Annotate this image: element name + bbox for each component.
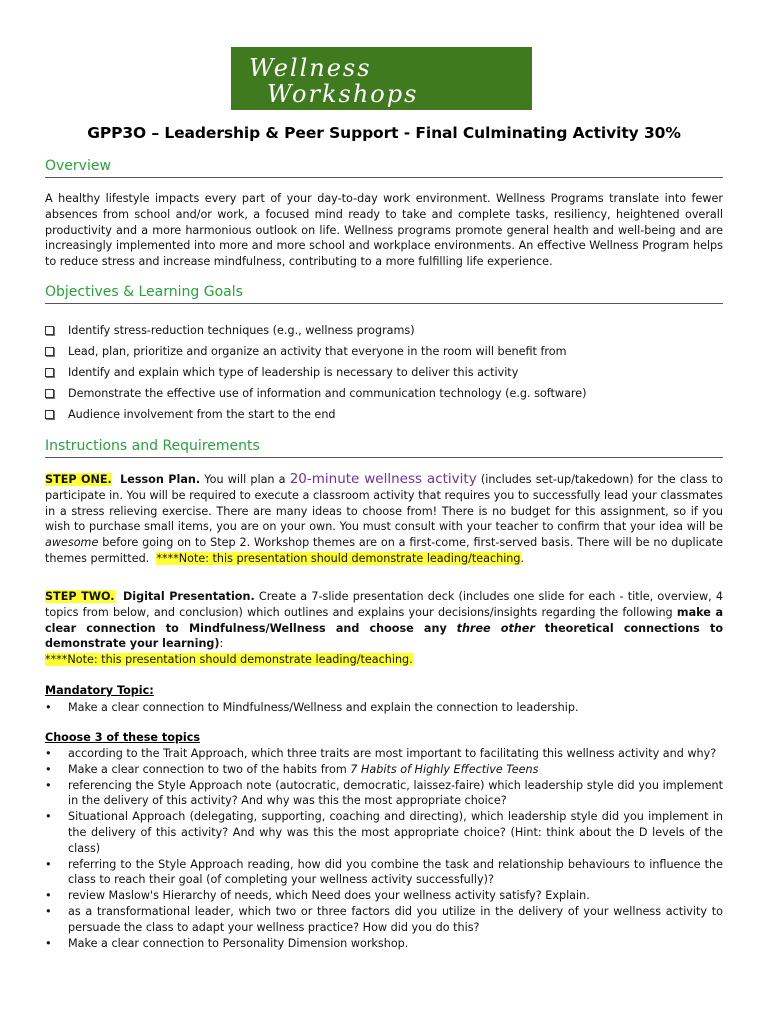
step-two-bold: make a clear connection to Mindfulness/Wellness and choose any xyxy=(45,605,723,635)
step-two-bold-italic: three other xyxy=(456,621,535,635)
instructions-heading: Instructions and Requirements xyxy=(45,438,723,458)
logo-lettering xyxy=(237,50,527,108)
bullet-text: Make a clear connection to Mindfulness/Wellness and explain the connection to leadership. xyxy=(68,701,579,714)
bullet-icon: • xyxy=(45,778,52,792)
objective-text: Identify stress-reduction techniques (e.g., wellness programs) xyxy=(68,324,415,337)
bullet-icon: • xyxy=(45,762,52,776)
list-item xyxy=(45,341,723,362)
checkbox-icon xyxy=(45,368,54,377)
list-item xyxy=(45,362,723,383)
list-item xyxy=(45,383,723,404)
objective-text: Lead, plan, prioritize and organize an activity that everyone in the room will benefit from xyxy=(68,345,567,358)
bullet-text: referring to the Style Approach reading, how did you combine the task and relationship behaviours to influence the class to reach their goal (of completing your wellness activity successfully)? xyxy=(68,857,723,887)
bullet-italic-text: 7 Habits of Highly Effective Teens xyxy=(350,762,539,776)
bullet-text: Situational Approach (delegating, supporting, coaching and directing), which leadership style did you implement in the delivery of this activity? And why was this the most appropriate choice? (Hint: think about the D levels of the class) xyxy=(68,810,723,855)
bullet-icon: • xyxy=(45,857,52,871)
list-item xyxy=(45,746,723,762)
wellness-workshops-logo xyxy=(231,47,532,110)
objectives-heading: Objectives & Learning Goals xyxy=(45,284,723,304)
step-one-italic: awesome xyxy=(45,536,99,550)
bullet-icon: • xyxy=(45,889,52,903)
list-item xyxy=(45,762,723,778)
step-one-label: STEP ONE. xyxy=(45,473,112,486)
step-two-paragraph xyxy=(45,589,723,668)
bullet-icon: • xyxy=(45,747,52,760)
list-item xyxy=(45,936,723,952)
bullet-icon: • xyxy=(45,936,52,950)
bullet-icon: • xyxy=(45,701,52,714)
step-two-text: : xyxy=(219,637,224,651)
checkbox-icon xyxy=(45,389,54,398)
logo-line-2: Workshops xyxy=(266,79,418,108)
step-one-note-end: . xyxy=(520,551,525,565)
checkbox-icon xyxy=(45,347,54,356)
list-item xyxy=(45,778,723,810)
step-one-text: (includes set-up/takedown) for the class to participate in. You will be required to execute a classroom activity that requires you to successfully lead your classmates in a stress relieving exercise. There are many ideas to choose from! There is no budget for this assignment, so if you wish to purchase small items, you are on your own. You must consult with your teacher to confirm that your idea will be xyxy=(45,473,723,534)
objective-text: Audience involvement from the start to the end xyxy=(68,408,336,421)
list-item xyxy=(45,404,723,425)
bullet-text: review Maslow's Hierarchy of needs, which Need does your wellness activity satisfy? Explain. xyxy=(68,889,590,903)
checkbox-icon xyxy=(45,410,54,419)
objective-text: Identify and explain which type of leadership is necessary to deliver this activity xyxy=(68,366,519,379)
overview-heading: Overview xyxy=(45,158,723,178)
step-two-label: STEP TWO. xyxy=(45,590,115,603)
step-one-paragraph xyxy=(45,472,723,567)
step-two-text: Create a 7-slide presentation deck (includes one slide for each - title, overview, 4 topics from below, and conclusion) which outlines and explains your decisions/insights regarding the following xyxy=(45,590,723,619)
bullet-text: referencing the Style Approach note (autocratic, democratic, laissez-faire) which leadership style did you implement in the delivery of this activity? And why was this the most appropriate choice? xyxy=(68,778,723,808)
page-title: GPP3O – Leadership & Peer Support - Final Culminating Activity 30% xyxy=(87,124,681,142)
bullet-icon: • xyxy=(45,904,52,918)
step-two-note: ****Note: this presentation should demonstrate leading/teaching. xyxy=(45,653,413,667)
list-item xyxy=(45,700,723,716)
bullet-text: according to the Trait Approach, which three traits are most important to facilitating this wellness activity and why? xyxy=(68,747,717,760)
objective-text: Demonstrate the effective use of information and communication technology (e.g. software) xyxy=(68,387,587,400)
step-one-note: ****Note: this presentation should demonstrate leading/teaching xyxy=(156,551,521,565)
overview-paragraph: A healthy lifestyle impacts every part of your day-to-day work environment. Wellness Programs translate into fewer absences from school and/or work, a focused mind ready to take and complete tasks, resiliency, heightened overall productivity and a more harmonious outlook on life. Wellness programs promote general health and well-being and are increasingly implemented into more and more school and workplace environments. An effective Wellness Program helps to reduce stress and increase mindfulness, contributing to a more fulfilling life experience. xyxy=(45,192,723,269)
step-one-emphasis: 20-minute wellness activity xyxy=(289,471,477,487)
checkbox-icon xyxy=(45,326,54,335)
choose-topics-heading: Choose 3 of these topics xyxy=(45,731,201,744)
objectives-list xyxy=(45,320,723,425)
bullet-icon: • xyxy=(45,810,52,824)
mandatory-topic-heading: Mandatory Topic: xyxy=(45,684,154,697)
bullet-text: as a transformational leader, which two or three factors did you utilize in the delivery of your wellness activity to persuade the class to adapt your wellness practice? How did you do this? xyxy=(68,904,723,934)
step-two-bold: theoretical connections to demonstrate your learning) xyxy=(45,621,724,651)
list-item xyxy=(45,320,723,341)
list-item xyxy=(45,904,723,936)
logo-line-1: Wellness xyxy=(248,53,372,82)
mandatory-topic-list xyxy=(45,700,723,716)
step-one-text: You will plan a xyxy=(204,473,286,486)
list-item xyxy=(45,857,723,889)
bullet-text: Make a clear connection to Personality Dimension workshop. xyxy=(68,936,409,950)
choose-topics-list xyxy=(45,746,723,951)
step-one-title: Lesson Plan. xyxy=(120,473,201,486)
step-two-title: Digital Presentation. xyxy=(122,590,255,603)
step-one-text: before going on to Step 2. Workshop themes are on a first-come, first-served basis. There will be no duplicate themes permitted. xyxy=(45,536,723,565)
list-item xyxy=(45,888,723,904)
bullet-text: Make a clear connection to two of the habits from xyxy=(68,762,347,776)
list-item xyxy=(45,809,723,856)
